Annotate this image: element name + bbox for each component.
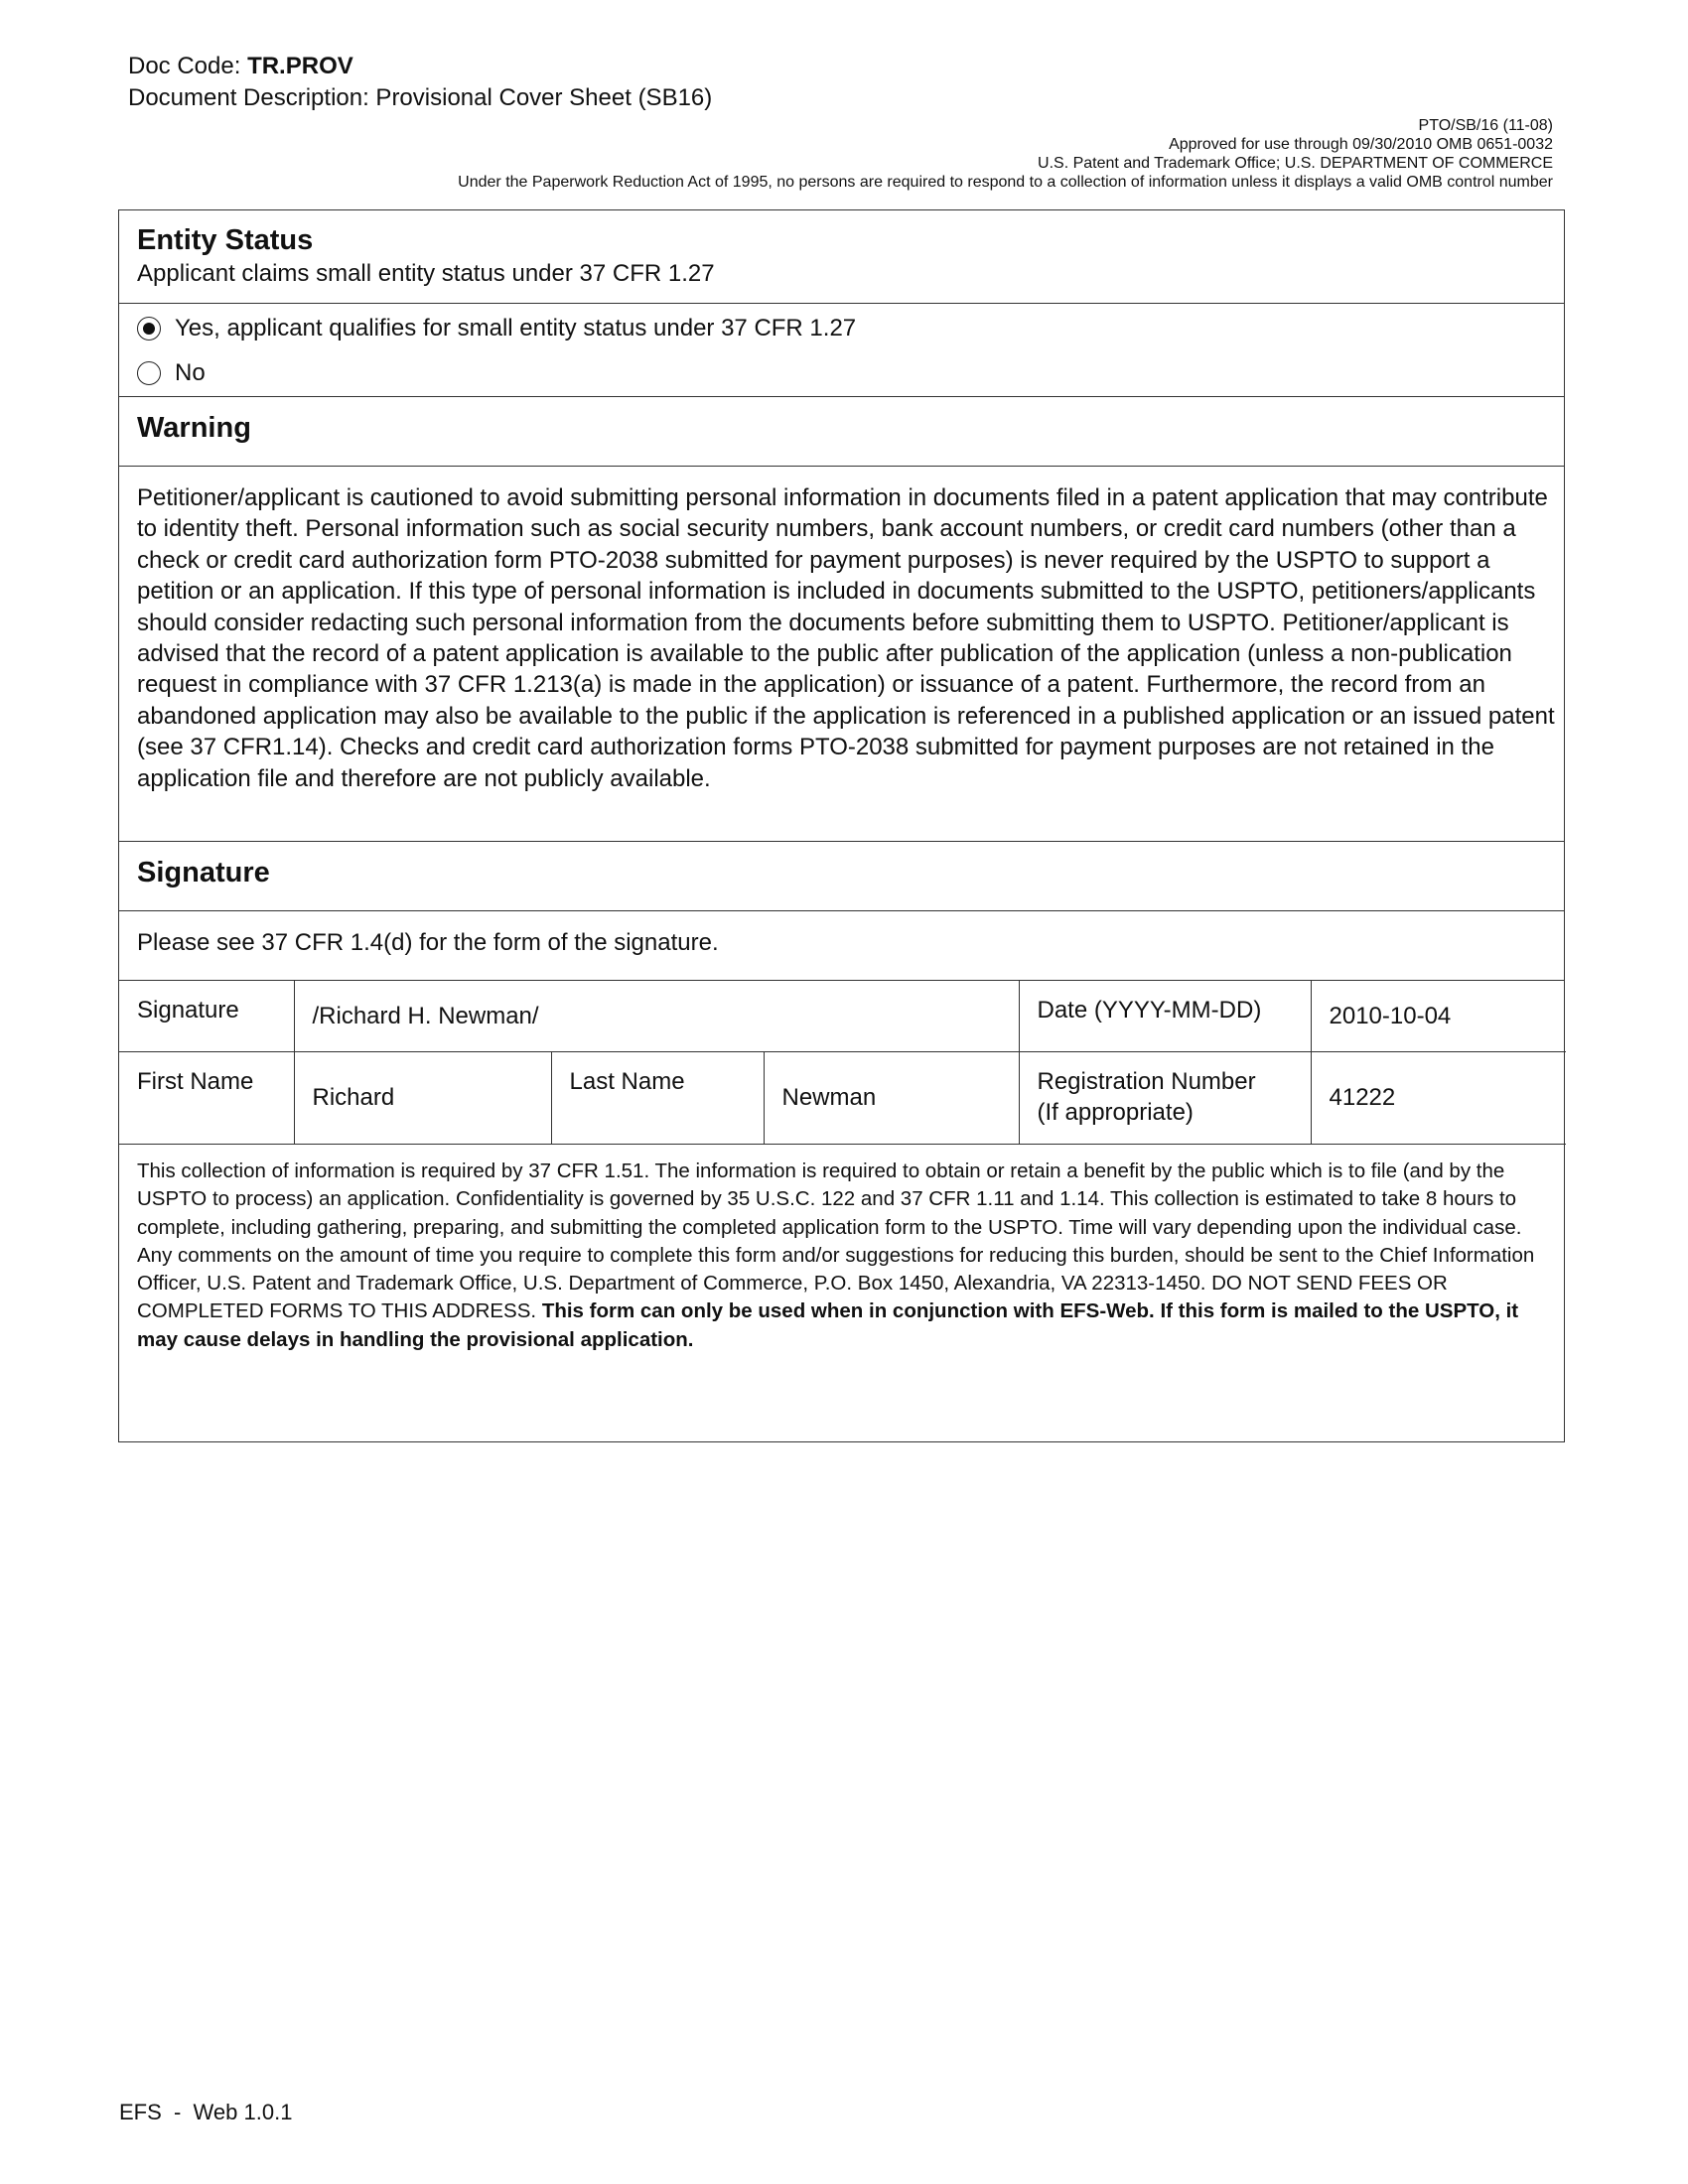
signature-note-row [119,911,1564,981]
signature-table [119,981,1566,1145]
signature-label: Signature [119,981,294,1051]
office-name: U.S. Patent and Trademark Office; U.S. DEPARTMENT OF COMMERCE [1038,155,1553,172]
registration-label [1019,1051,1311,1144]
signature-row [119,981,1566,1051]
doc-code-value: TR.PROV [247,53,353,79]
option-no-label: No [175,359,206,386]
signature-section-header [119,842,1564,911]
signature-field[interactable]: /Richard H. Newman/ [294,981,1019,1051]
burden-statement [119,1148,1564,1354]
burden-text-block [137,1158,1564,1354]
doc-code-label: Doc Code: [128,53,248,79]
entity-status-section [119,210,1564,304]
first-name-field[interactable]: Richard [294,1051,551,1144]
first-name-label: First Name [119,1051,294,1144]
paperwork-notice: Under the Paperwork Reduction Act of 1995, no persons are required to respond to a collection of information unless it displays a valid OMB control number [458,174,1553,191]
doc-code [128,52,353,81]
option-yes-label: Yes, applicant qualifies for small entity status under 37 CFR 1.27 [175,315,857,341]
warning-title: Warning [137,412,251,444]
entity-status-subtitle: Applicant claims small entity status under 37 CFR 1.27 [137,260,715,287]
form-header-notice [64,116,1553,192]
form-number: PTO/SB/16 (11-08) [1418,117,1553,134]
warning-section-body [119,467,1564,842]
efs-version: EFS - Web 1.0.1 [119,2100,293,2124]
burden-text: This collection of information is required by 37 CFR 1.51. The information is required to obtain or retain a benefit by the public which is to file (and by the USPTO to process) an application. Confidentiality is governed by 35 U.S.C. 122 and 37 CFR 1.11 and 1.14. This collection is estimated to take 8 hours to complete, including gathering, preparing, and submitting the completed application form to the USPTO. Time will vary depending upon the individual case. Any comments on the amount of time you require to complete this form and/or suggestions for reducing this burden, should be sent to the Chief Information Officer, U.S. Patent and Trademark Office, U.S. Department of Commerce, P.O. Box 1450, Alexandria, VA 22313-1450. DO NOT SEND FEES OR COMPLETED FORMS TO THIS ADDRESS. [137,1160,1535,1323]
name-row [119,1051,1566,1144]
registration-field[interactable]: 41222 [1311,1051,1566,1144]
approval-notice: Approved for use through 09/30/2010 OMB 0651-0032 [1169,136,1553,153]
last-name-label: Last Name [551,1051,764,1144]
registration-label-line2: (If appropriate) [1037,1098,1194,1126]
doc-description: Document Description: Provisional Cover Sheet (SB16) [128,84,713,111]
signature-title: Signature [137,857,270,888]
efs-web-warning: This form can only be used when in conjunction with EFS-Web. If this form is mailed to the USPTO, it may cause delays in handling the provisional application. [137,1299,1519,1351]
warning-text: Petitioner/applicant is cautioned to avoid submitting personal information in documents filed in a patent application that may contribute to identity theft. Personal information such as social security numbers, bank account numbers, or credit card numbers (other than a check or credit card authorization form PTO-2038 submitted for payment purposes) is never required by the USPTO to support a petition or an application. If this type of personal information is included in documents submitted to the USPTO, petitioners/applicants should consider redacting such personal information from the documents before submitting them to USPTO. Petitioner/applicant is advised that the record of a patent application is available to the public after publication of the application (unless a non-publication request in compliance with 37 CFR 1.213(a) is made in the application) or issuance of a patent. Furthermore, the record from an abandoned application may also be available to the public if the application is referenced in a published application or an issued patent (see 37 CFR1.14). Checks and credit card authorization forms PTO-2038 submitted for payment purposes are not retained in the application file and therefore are not publicly available. [137,484,1555,792]
radio-selected-icon[interactable] [137,317,161,341]
registration-label-line1: Registration Number [1037,1067,1256,1095]
entity-status-options [119,304,1564,397]
last-name-field[interactable]: Newman [764,1051,1019,1144]
option-no[interactable] [137,358,206,388]
entity-status-title: Entity Status [137,224,314,256]
date-label: Date (YYYY-MM-DD) [1019,981,1311,1051]
date-field[interactable]: 2010-10-04 [1311,981,1566,1051]
radio-unselected-icon[interactable] [137,361,161,385]
signature-note: Please see 37 CFR 1.4(d) for the form of the signature. [137,929,719,956]
option-yes[interactable] [137,314,856,343]
cover-sheet-form [118,209,1565,1442]
warning-section-header [119,397,1564,467]
